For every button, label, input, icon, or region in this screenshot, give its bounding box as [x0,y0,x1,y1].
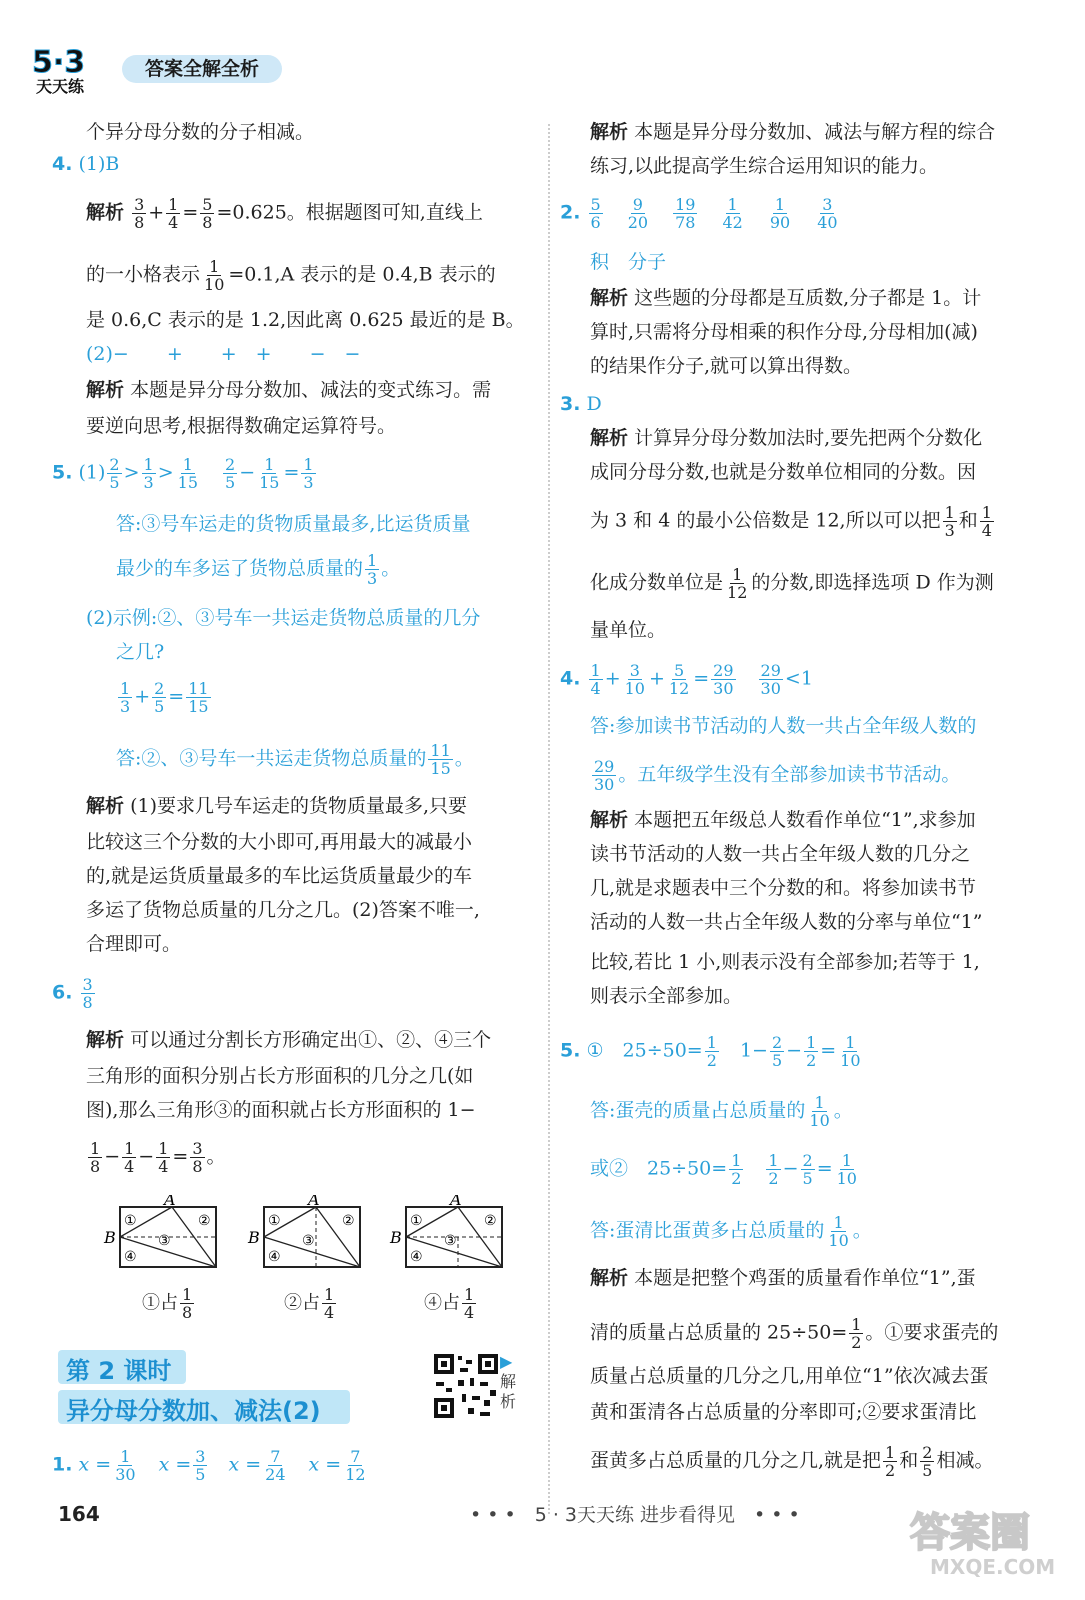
answer-line: 答:参加读书节活动的人数一共占全年级人数的 [590,715,977,737]
answer-line: 3. D [560,393,602,415]
answer-line: 答:蛋清比蛋黄多占总质量的 $\frac{1}{10}$ 。 [590,1213,872,1250]
analysis-line: 解析 本题是异分母分数加、减法的变式练习。需 [86,379,492,401]
analysis-line: 的,就是运货质量最多的车比运货质量最少的车 [86,865,473,887]
footer-slogan: • • • 5 · 3天天练 进步看得见 • • • [470,1504,800,1526]
answer-text: (1)B [78,153,120,175]
analysis-line: 比较这三个分数的大小即可,再用最大的减最小 [86,831,473,853]
svg-text:②: ② [198,1213,211,1229]
svg-text:②: ② [484,1213,497,1229]
svg-text:④: ④ [124,1249,137,1265]
analysis-line: 为 3 和 4 的最小公倍数是 12,所以可以把 $\frac{1}{3}$ 和 $\frac{1}{4}$ [590,503,992,540]
analysis-line: 的一小格表示 $\frac{1}{10}$ =0.1,A 表示的是 0.4,B 表示的 [86,257,496,294]
analysis-line: 解析 这些题的分母都是互质数,分子都是 1。计 [590,287,982,309]
analysis-line: 化成分数单位是 $\frac{1}{12}$ 的分数,即选择选项 D 作为测 [590,565,994,602]
lesson-title: 异分母分数加、减法(2) [66,1397,321,1425]
qr-code-icon[interactable] [432,1352,500,1420]
svg-text:A: A [450,1195,462,1209]
header-title: 答案全解全析 [122,55,282,83]
svg-text:④: ④ [410,1249,423,1265]
svg-text:①: ① [268,1213,281,1229]
rectangle-diagram-3 [388,1195,508,1275]
diagram-caption: ①占 $\frac{1}{8}$ [142,1285,193,1322]
answer-line: 答:②、③号车一共运走货物总质量的 $\frac{11}{15}$ 。 [116,741,474,778]
svg-text:①: ① [124,1213,137,1229]
answer-line: 2. $\frac{5}{6}$ $\frac{9}{20}$ $\frac{19}{78}$ $\frac{1}{42}$ $\frac{1}{90}$ $\frac{3}{40}$ [560,195,838,232]
svg-text:B: B [390,1228,402,1247]
analysis-line: 解析 (1)要求几号车运走的货物质量最多,只要 [86,795,468,817]
analysis-line: 解析 本题把五年级总人数看作单位“1”,求参加 [590,809,976,831]
text-line: 个异分母分数的分子相减。 [86,121,315,143]
svg-text:③: ③ [302,1233,315,1249]
answer-line: 1. x = $\frac{1}{30}$ x = $\frac{3}{5}$ x = $\frac{7}{24}$ x = $\frac{7}{12}$ [52,1447,366,1484]
answer-line: 5. (1) $\frac{2}{5}$ > $\frac{1}{3}$ > $\frac{1}{15}$ $\frac{2}{5}$ − $\frac{1}{15}$ = $\frac{1}{3}$ [52,455,314,492]
question-number: 4. [52,153,73,175]
page-number: 164 [58,1502,100,1526]
analysis-line: 三角形的面积分别占长方形面积的几分之几(如 [86,1065,474,1087]
analysis-line: 解析 本题是把整个鸡蛋的质量看作单位“1”,蛋 [590,1267,976,1289]
answer-line: 积 分子 [590,251,667,273]
answer-line: 之几? [116,641,165,663]
analysis-line: 清的质量占总质量的 25÷50= $\frac{1}{2}$ 。①要求蛋壳的 [590,1315,999,1352]
analysis-line: 质量占总质量的几分之几,用单位“1”依次减去蛋 [590,1365,989,1387]
analysis-line: 则表示全部参加。 [590,985,743,1007]
analysis-line: 的结果作分子,就可以算出得数。 [590,355,863,377]
answer-line: 答:蛋壳的质量占总质量的 $\frac{1}{10}$ 。 [590,1093,853,1130]
analysis-line: 蛋黄多占总质量的几分之几,就是把 $\frac{1}{2}$ 和 $\frac{2}{5}$ 相减。 [590,1443,994,1480]
answer-line: 5. ① 25÷50= $\frac{1}{2}$ 1− $\frac{2}{5}$ − $\frac{1}{2}$ = $\frac{1}{10}$ [560,1033,861,1070]
svg-text:MXQE.COM: MXQE.COM [930,1555,1056,1579]
answer-line: 答:③号车运走的货物质量最多,比运货质量 [116,513,471,535]
lesson-number: 第 2 课时 [66,1357,172,1385]
svg-text:③: ③ [444,1233,457,1249]
answer-line: 6. $\frac{3}{8}$ [52,975,93,1012]
svg-text:天天练: 天天练 [36,77,85,96]
svg-text:B: B [104,1228,116,1247]
answer-line: 或② 25÷50= $\frac{1}{2}$ $\frac{1}{2}$ − $\frac{2}{5}$ = $\frac{1}{10}$ [590,1151,857,1188]
analysis-line: 读书节活动的人数一共占全年级人数的几分之 [590,843,971,865]
analysis-line: 算时,只需将分母相乘的积作分母,分母相加(减) [590,321,978,343]
svg-text:B: B [248,1228,260,1247]
analysis-line: 活动的人数一共占全年级人数的分率与单位“1” [590,911,983,933]
brand-logo [28,42,128,98]
analysis-line: 要逆向思考,根据得数确定运算符号。 [86,415,397,437]
analysis-line: 黄和蛋清各占总质量的分率即可;②要求蛋清比 [590,1401,977,1423]
analysis-line: $\frac{1}{8}$ − $\frac{1}{4}$ − $\frac{1}{4}$ = $\frac{3}{8}$ 。 [90,1139,226,1176]
rectangle-diagram-2 [246,1195,366,1275]
analysis-line: 图),那么三角形③的面积就占长方形面积的 1− [86,1099,476,1121]
svg-text:④: ④ [268,1249,281,1265]
analysis-line: 解析 可以通过分割长方形确定出①、②、④三个 [86,1029,492,1051]
rectangle-diagram-1 [102,1195,222,1275]
analysis-line: 成同分母分数,也就是分数单位相同的分数。因 [590,461,977,483]
analysis-line: 解析 计算异分母分数加法时,要先把两个分数化 [590,427,983,449]
svg-text:③: ③ [158,1233,171,1249]
analysis-line: 量单位。 [590,619,667,641]
analysis-line: 是 0.6,C 表示的是 1.2,因此离 0.625 最近的是 B。 [86,309,525,331]
analysis-line: 解析 本题是异分母分数加、减法与解方程的综合 [590,121,996,143]
analysis-line: 合理即可。 [86,933,182,955]
answer-line: 最少的车多运了货物总质量的 $\frac{1}{3}$ 。 [116,551,401,588]
analysis-line: 练习,以此提高学生综合运用知识的能力。 [590,155,939,177]
svg-text:①: ① [410,1213,423,1229]
answer-line: (2)示例:②、③号车一共运走货物总质量的几分 [86,607,481,629]
watermark-logo [900,1500,1070,1580]
answer-line: 4. $\frac{1}{4}$ + $\frac{3}{10}$ + $\frac{5}{12}$ = $\frac{29}{30}$ $\frac{29}{30}$ <1 [560,661,813,698]
analysis-line: 几,就是求题表中三个分数的和。将参加读书节 [590,877,977,899]
column-divider [548,124,550,1514]
analysis-line: 多运了货物总质量的几分之几。(2)答案不唯一, [86,899,480,921]
answer-text: (2)− + + + − − [86,343,361,365]
svg-text:答案圈: 答案圈 [910,1510,1030,1556]
answer-line: $\frac{29}{30}$ 。五年级学生没有全部参加读书节活动。 [594,757,961,794]
answer-line: $\frac{1}{3}$ + $\frac{2}{5}$ = $\frac{11}{15}$ [120,679,209,716]
analysis-line: 解析 $\frac{3}{8}$ + $\frac{1}{4}$ = $\frac{5}{8}$ =0.625。根据题图可知,直线上 [86,195,483,232]
svg-text:A: A [308,1195,320,1209]
diagram-caption: ④占 $\frac{1}{4}$ [424,1285,475,1322]
svg-text:②: ② [342,1213,355,1229]
svg-text:5·3: 5·3 [32,45,86,80]
svg-text:A: A [164,1195,176,1209]
analysis-line: 比较,若比 1 小,则表示没有全部参加;若等于 1, [590,951,980,973]
qr-caption: ▶ 解析 [500,1352,517,1411]
diagram-caption: ②占 $\frac{1}{4}$ [284,1285,335,1322]
